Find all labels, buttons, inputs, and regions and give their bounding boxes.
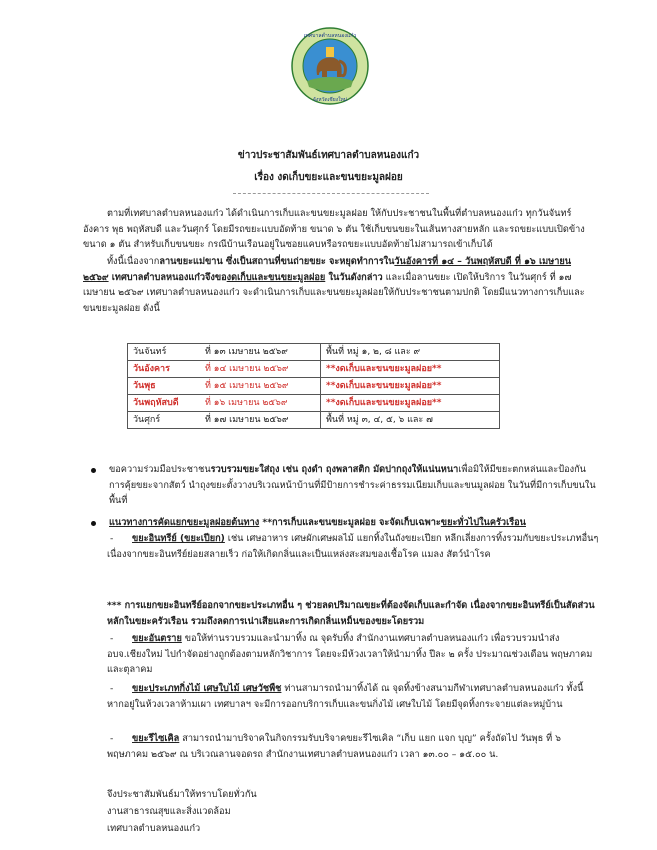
dash-icon: - <box>110 733 114 744</box>
schedule-row-suspended <box>128 361 500 378</box>
suspension-paragraph <box>83 254 595 316</box>
seal-bottom-text: จังหวัดเชียงใหม่ <box>312 97 348 103</box>
schedule-row <box>128 412 500 429</box>
suspension-bold-2: เทศบาลตำบลหนองแก๋วจึงขอ <box>108 271 227 283</box>
closing-line: จึงประชาสัมพันธ์มาให้ทราบโดยทั่วกัน <box>107 789 257 800</box>
announcement-title: ข่าวประชาสัมพันธ์เทศบาลตำบลหนองแก๋ว <box>237 150 420 161</box>
schedule-note: **งดเก็บและขนขยะมูลฝอย** <box>321 361 500 378</box>
schedule-day: วันพฤหัสบดี <box>128 395 201 412</box>
bullet1-bold: รวบรวมขยะใส่ถุง เช่น ถุงดำ ถุงพลาสติก มัดปากถุงให้แน่นหนา <box>210 464 459 475</box>
organic-note-text: *** การแยกขยะอินทรีย์ออกจากขยะประเภทอื่น ๆ ช่วยลดปริมาณขยะที่ต้องจัดเก็บและกำจัด เนื่องจากขยะอินทรีย์เป็นสัดส่วนหลักในขยะครัวเรือน รวมถึงลดการเน่าเสียและการเกิดกลิ่นเหม็นของขยะโดยรวม <box>107 600 595 627</box>
schedule-date: ที่ ๑๗ เมษายน ๒๕๖๙ <box>200 412 321 429</box>
hazardous-text: ขอให้ท่านรวบรวมและนำมาทิ้ง ณ จุดรับทิ้ง สำนักงานเทศบาลตำบลหนองแก๋ว เพื่อรวบรวมนำส่ง อบจ.เชียงใหม่ ไปกำจัดอย่างถูกต้องตามหลักวิชาการ โดยจะมีห้วงเวลาให้นำมาทิ้ง ปีละ ๒ ครั้ง ประมาณช่วงเดือน พฤษภาคม และตุลาคม <box>107 633 593 675</box>
bullet-icon <box>91 468 96 473</box>
intro-paragraph <box>83 206 595 253</box>
schedule-row <box>128 344 500 361</box>
schedule-date: ที่ ๑๓ เมษายน ๒๕๖๙ <box>200 344 321 361</box>
bullet-bagging-request <box>83 462 598 509</box>
sorting-note: **การเก็บและขนขยะมูลฝอย จะจัดเก็บเฉพาะ <box>259 517 441 528</box>
suspension-reason: ลานขยะแม่ขาน ซึ่งเป็นสถานที่ขนถ่ายขยะ จะหยุดทำการใน <box>159 256 395 267</box>
closing-block <box>107 786 257 837</box>
schedule-date: ที่ ๑๔ เมษายน ๒๕๖๙ <box>200 361 321 378</box>
suspension-action: งดเก็บและขนขยะมูลฝอย <box>226 271 326 283</box>
schedule-row-suspended <box>128 395 500 412</box>
recycle-text: สามารถนำมาบริจาคในกิจกรรมรับบริจาคขยะรีไซเคิล “เก็บ แยก แจก บุญ” ครั้งถัดไป วันพุธ ที่ ๖ พฤษภาคม ๒๕๖๙ ณ บริเวณลานจอดรถ สำนักงานเทศบาลตำบลหนองแก๋ว เวลา ๑๓.๐๐ – ๑๕.๐๐ น. <box>107 733 561 760</box>
suspension-lead: ทั้งนี้เนื่องจาก <box>107 256 160 267</box>
schedule-date: ที่ ๑๖ เมษายน ๒๕๖๙ <box>200 395 321 412</box>
bullet1-rest: เพื่อมิให้มีขยะตกหล่นและป้องกันการคุ้ยขยะจากสัตว์ นำถุงขยะตั้งวางบริเวณหน้าบ้านที่มีป้ายการชำระค่าธรรมเนียมเก็บและขนมูลฝอย ในวันที่มีการเก็บขนในพื้นที่ <box>109 464 596 506</box>
bullet1-lead: ขอความร่วมมือประชาชน <box>109 464 211 475</box>
bullet-sorting-guidelines <box>83 515 598 531</box>
separator-line <box>233 193 429 194</box>
dash-icon: - <box>110 533 114 544</box>
schedule-note: พื้นที่ หมู่ ๑, ๒, ๘ และ ๙ <box>321 344 500 361</box>
schedule-note: พื้นที่ หมู่ ๓, ๔, ๕, ๖ และ ๗ <box>321 412 500 429</box>
hazardous-label: ขยะอันตราย <box>132 633 182 644</box>
bullet-icon <box>91 521 96 526</box>
schedule-row-suspended <box>128 378 500 395</box>
suspension-bold-3: ในวันดังกล่าว <box>325 271 383 283</box>
organic-label: ขยะอินทรีย์ (ขยะเปียก) <box>132 533 225 544</box>
schedule-note: **งดเก็บและขนขยะมูลฝอย** <box>321 378 500 395</box>
sorting-note-scope: ขยะทั่วไปในครัวเรือน <box>440 517 526 528</box>
branches-text: ท่านสามารถนำมาทิ้งได้ ณ จุดทิ้งข้างสนามกีฬาเทศบาลตำบลหนองแก๋ว ทั้งนี้หากอยู่ในห้วงเวลาห้ามเผา เทศบาลฯ จะมีการออกบริการเก็บและขนกิ่งไม้ เศษใบไม้ โดยมีจุดทิ้งกระจายแต่ละหมู่บ้าน <box>107 683 584 710</box>
announcement-subject: เรื่อง งดเก็บขยะและขนขยะมูลฝอย <box>254 172 403 183</box>
item-organic <box>107 531 599 562</box>
suspension-rest: และเมื่อลานขยะ เปิดให้บริการ ในวันศุกร์ ที่ ๑๗ เมษายน ๒๕๖๙ เทศบาลตำบลหนองแก๋ว จะดำเนินการเก็บและขนขยะมูลฝอยให้กับประชาชนตามปกติ โดยมีแนวทางการเก็บและขนขยะมูลฝอย ดังนี้ <box>83 271 585 314</box>
recycle-label: ขยะรีไซเคิล <box>132 733 180 744</box>
department-name: งานสาธารณสุขและสิ่งแวดล้อม <box>107 806 231 817</box>
sorting-heading: แนวทางการคัดแยกขยะมูลฝอยต้นทาง <box>109 517 260 528</box>
dash-icon: - <box>110 633 114 644</box>
seal-top-text: เทศบาลตำบลหนองแก๋ว <box>303 33 357 39</box>
schedule-note: **งดเก็บและขนขยะมูลฝอย** <box>321 395 500 412</box>
intro-text: ตามที่เทศบาลตำบลหนองแก๋ว ได้ดำเนินการเก็บและขนขยะมูลฝอย ให้กับประชาชนในพื้นที่ตำบลหนองแก๋ว ทุกวันจันทร์ อังคาร พุธ พฤหัสบดี และวันศุกร์ โดยมีรถขยะแบบอัดท้าย ขนาด ๖ ตัน ใช้เก็บขนขยะในเส้นทางสายหลัก และรถขยะแบบเปิดข้าง ขนาด ๑ ตัน สำหรับเก็บขนขยะ กรณีบ้านเรือนอยู่ในซอยแคบหรือรถขยะแบบอัดท้ายไม่สามารถเข้าเก็บได้ <box>83 208 585 250</box>
organic-text: เช่น เศษอาหาร เศษผักเศษผลไม้ แยกทิ้งในถังขยะเปียก หลีกเลี่ยงการทิ้งรวมกับขยะประเภทอื่นๆ เนื่องจากขยะอินทรีย์ย่อยสลายเร็ว ก่อให้เกิดกลิ่นและเป็นแหล่งสะสมของเชื้อโรค แมลง สัตว์นำโรค <box>107 533 599 560</box>
organic-note <box>107 598 599 629</box>
branches-label: ขยะประเภทกิ่งไม้ เศษใบไม้ เศษวัชพืช <box>132 683 282 694</box>
schedule-day: วันศุกร์ <box>128 412 201 429</box>
schedule-table <box>127 343 500 429</box>
item-hazardous <box>107 631 599 678</box>
municipality-seal-icon <box>291 27 369 105</box>
schedule-date: ที่ ๑๕ เมษายน ๒๕๖๙ <box>200 378 321 395</box>
item-recycle <box>107 731 599 762</box>
item-branches <box>107 681 599 712</box>
schedule-day: วันอังคาร <box>128 361 201 378</box>
schedule-day: วันจันทร์ <box>128 344 201 361</box>
dash-icon: - <box>110 683 114 694</box>
schedule-day: วันพุธ <box>128 378 201 395</box>
municipality-name: เทศบาลตำบลหนองแก๋ว <box>107 823 201 834</box>
suspension-dates: วันอังคารที่ ๑๔ – วันพฤหัสบดี ที่ ๑๖ เมษายน ๒๕๖๙ <box>83 256 572 283</box>
